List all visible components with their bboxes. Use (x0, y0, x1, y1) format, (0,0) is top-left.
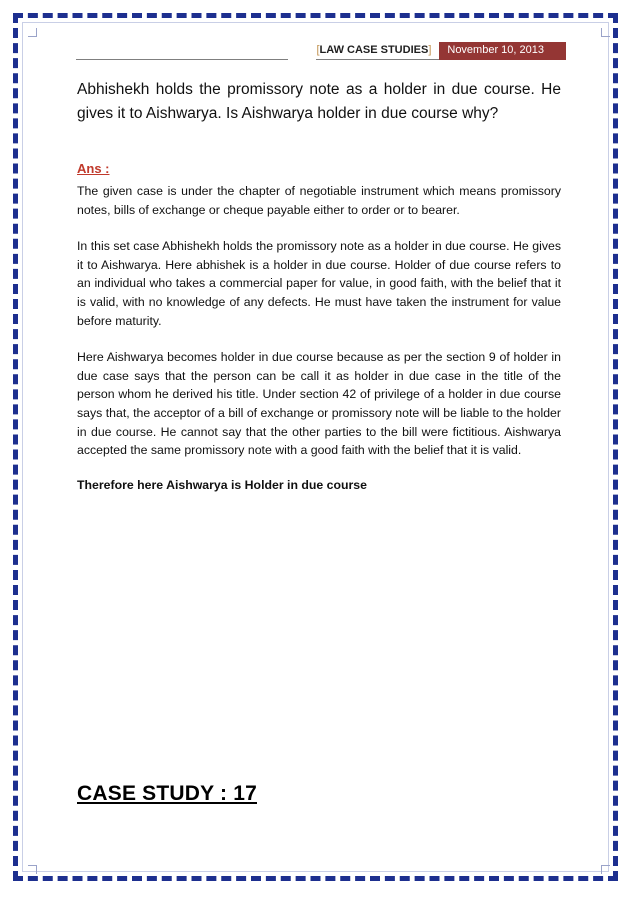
paragraph: The given case is under the chapter of negotiable instrument which means promissory notes, bills of exchange or cheque payable either to order or to bearer. (77, 184, 561, 217)
header-title (316, 42, 439, 60)
header-open-bracket: [ (316, 44, 320, 56)
answer-label: Ans : (77, 161, 110, 176)
paragraph: Here Aishwarya becomes holder in due course because as per the section 9 of holder in due case says that the person can be call it as holder in due case in the title of the person whom he derived his title. Under section 42 of privilege of a holder in due course says that, the acceptor of a bill of exchange or promissory note will be liable to the holder in due course. He cannot say that the other parties to the bill were fictitious. Aishwarya accepted the same promissory note with a good faith with the belief that it is valid. (77, 350, 561, 458)
corner-mark-bottom-left (28, 865, 37, 874)
paragraph: In this set case Abhishekh holds the promissory note as a holder in due course. He gives it to Aishwarya. Here abhishek is a holder in due course. Holder of due course refers to an individual who takes a commercial paper for value, in good faith, with the belief that it is valid, with no knowledge of any defects. He must have taken the instrument for value before maturity. (77, 239, 561, 328)
page-header (316, 42, 566, 60)
question-text: Abhishekh holds the promissory note as a holder in due course. He gives it to Aishwarya. Is Aishwarya holder in due course why? (77, 81, 561, 122)
corner-mark-top-right (601, 28, 610, 37)
corner-mark-top-left (28, 28, 37, 37)
header-date: November 10, 2013 (439, 42, 566, 60)
header-title-text: LAW CASE STUDIES (319, 44, 429, 56)
header-close-bracket: ] (428, 44, 432, 56)
corner-mark-bottom-right (601, 865, 610, 874)
header-rule (76, 59, 288, 60)
conclusion-text: Therefore here Aishwarya is Holder in due course (77, 477, 367, 492)
document-body (77, 78, 561, 492)
case-study-heading: CASE STUDY : 17 (77, 782, 257, 805)
